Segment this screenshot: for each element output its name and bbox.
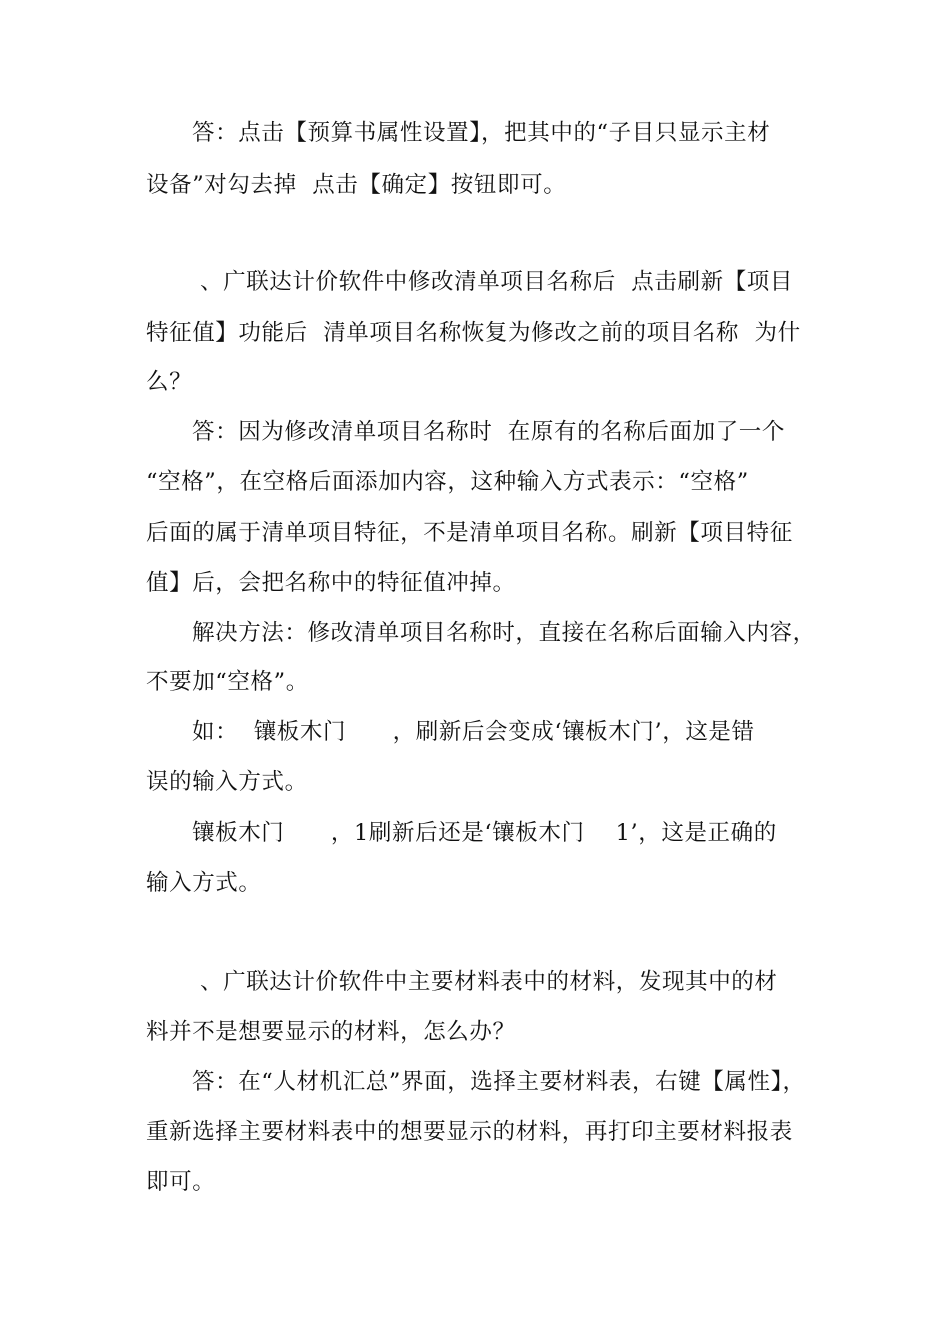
question-3-line-1: 、广联达计价软件中主要材料表中的材料，发现其中的材 xyxy=(200,969,778,995)
answer-1-line-2: 设备”对勾去掉 点击【确定】按钮即可。 xyxy=(146,172,567,198)
answer-3-line-1: 答：在“人材机汇总”界面，选择主要材料表，右键【属性】， xyxy=(192,1069,806,1095)
question-2-line-1: 、广联达计价软件中修改清单项目名称后 点击刷新【项目 xyxy=(200,269,794,295)
answer-2-line-2: “空格”，在空格后面添加内容，这种输入方式表示：“空格” xyxy=(146,469,749,495)
solution-line-2: 不要加“空格”。 xyxy=(146,669,309,695)
example-wrong-line-2: 误的输入方式。 xyxy=(146,769,308,795)
example-right-line-1: 镶板木门 ，1刷新后还是‘镶板木门 1’，这是正确的 xyxy=(192,820,777,846)
answer-1-line-1: 答：点击【预算书属性设置】，把其中的“子目只显示主材 xyxy=(192,120,771,146)
question-2-line-3: 么？ xyxy=(146,369,193,395)
example-right-line-2: 输入方式。 xyxy=(146,870,262,896)
answer-2-line-1: 答：因为修改清单项目名称时 在原有的名称后面加了一个 xyxy=(192,419,786,445)
answer-2-line-4: 值】后，会把名称中的特征值冲掉。 xyxy=(146,570,516,596)
solution-line-1: 解决方法：修改清单项目名称时，直接在名称后面输入内容， xyxy=(192,620,816,646)
answer-2-line-3: 后面的属于清单项目特征，不是清单项目名称。刷新【项目特征 xyxy=(146,520,793,546)
answer-3-line-3: 即可。 xyxy=(146,1169,216,1195)
question-2-line-2: 特征值】功能后 清单项目名称恢复为修改之前的项目名称 为什 xyxy=(146,320,801,346)
answer-3-line-2: 重新选择主要材料表中的想要显示的材料，再打印主要材料报表 xyxy=(146,1119,793,1145)
question-3-line-2: 料并不是想要显示的材料，怎么办？ xyxy=(146,1019,516,1045)
example-wrong-line-1: 如： 镶板木门 ，刷新后会变成‘镶板木门’，这是错 xyxy=(192,719,755,745)
